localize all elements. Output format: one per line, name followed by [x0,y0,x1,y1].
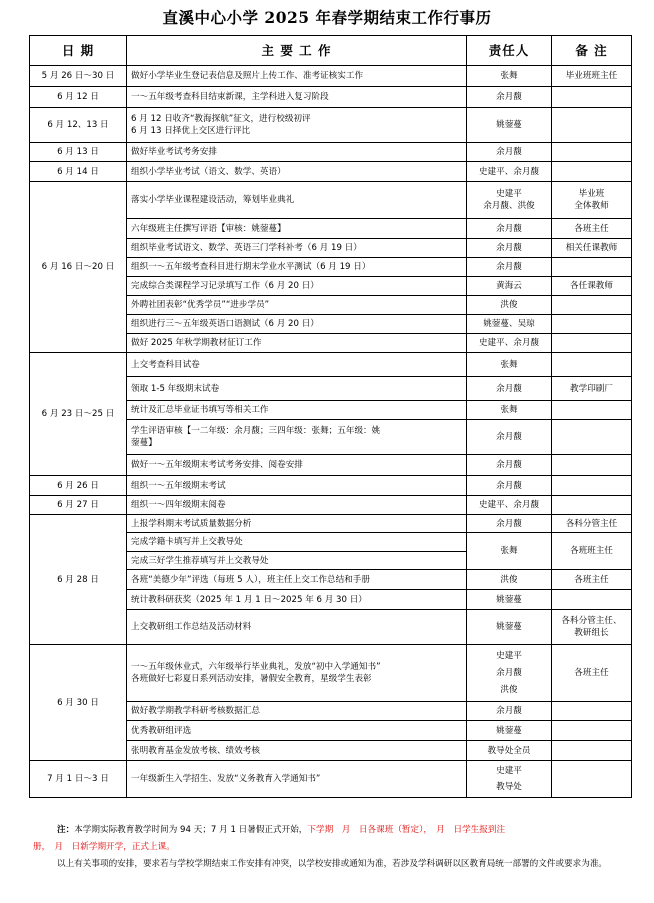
person-line: 洪俊 [500,684,518,695]
work-line: 6 月 12 日收齐“教海探航”征文，进行校级初评 [131,114,311,124]
person-line: 史建平 [496,650,522,661]
note-line: 毕业班 [578,189,605,199]
person-cell: 余月馥 [467,87,552,108]
person-cell [467,645,552,702]
person-cell: 姚蓥蔓 [467,610,552,645]
schedule-table [29,35,632,798]
note-cell [552,334,632,353]
note-cell: 毕业班班主任 [552,66,632,87]
note-cell: 各班主任 [552,645,632,702]
date-cell: 6 月 12、13 日 [30,108,127,143]
work-cell: 完成学籍卡填写并上交教导处 [127,533,467,552]
table-row [30,66,632,87]
person-cell: 黄海云 [467,277,552,296]
note-cell [552,296,632,315]
person-cell: 张舞 [467,533,552,570]
footer-note [33,822,623,839]
work-line: 蓥蔓】 [131,438,157,448]
work-cell: 一～五年级考查科目结束新课，主学科进入复习阶段 [127,87,467,108]
person-cell: 余月馥 [467,515,552,533]
work-cell: 组织一～五年级考查科目进行期末学业水平测试（6 月 19 日） [127,258,467,277]
person-cell: 余月馥 [467,455,552,476]
person-cell: 张舞 [467,401,552,420]
note-line: 教研组长 [574,628,609,638]
person-cell: 张舞 [467,353,552,377]
person-cell: 史建平、余月馥 [467,162,552,182]
work-line: 学生评语审核【一二年级：余月馥；三四年级：张舞；五年级：姚 [131,426,381,436]
header-content: 主 要 工 作 [127,36,467,66]
work-cell: 一年级新生入学招生、发放“义务教育入学通知书” [127,761,467,798]
note-cell [552,315,632,334]
work-cell: 优秀教研组评选 [127,721,467,741]
person-cell: 余月馥 [467,239,552,258]
table-row [30,143,632,162]
note-red-text: 册， 月 日新学期开学，正式上课。 [33,842,175,852]
person-cell: 余月馥 [467,476,552,496]
note-red-text: 下学期 月 日各课班（暂定）， 月 日学生报到注 [307,825,506,835]
person-cell: 余月馥 [467,143,552,162]
person-cell: 余月馥 [467,219,552,239]
table-row [30,108,632,143]
table-row [30,87,632,108]
person-cell: 姚蓥蔓 [467,590,552,610]
table-row [30,515,632,533]
note-cell [552,353,632,377]
person-line: 余月馥、洪俊 [483,201,535,211]
work-cell: 组织进行三～五年级英语口语测试（6 月 20 日） [127,315,467,334]
work-cell: 做好一～五年级期末考试考务安排、阅卷安排 [127,455,467,476]
header-note: 备 注 [552,36,632,66]
table-row [30,162,632,182]
date-cell: 7 月 1 日～3 日 [30,761,127,798]
footer-notes [33,822,623,873]
note-cell: 各科分管主任 [552,515,632,533]
note-cell [552,590,632,610]
table-row [30,353,632,377]
work-cell: 外聘社团表彰“优秀学员”“进步学员” [127,296,467,315]
note-cell: 相关任课教师 [552,239,632,258]
note-cell: 各班主任 [552,570,632,590]
person-cell: 洪俊 [467,296,552,315]
work-cell [127,645,467,702]
work-cell: 做好毕业考试考务安排 [127,143,467,162]
header-date: 日 期 [30,36,127,66]
date-cell: 5 月 26 日～30 日 [30,66,127,87]
work-cell: 做好教学期教学科研考核数据汇总 [127,702,467,721]
note-cell [552,741,632,761]
person-cell: 张舞 [467,66,552,87]
person-cell: 姚蓥蔓 [467,721,552,741]
person-cell: 余月馥 [467,420,552,455]
work-cell: 落实小学毕业课程建设活动，筹划毕业典礼 [127,182,467,219]
note-cell [552,420,632,455]
note-cell [552,702,632,721]
table-row [30,476,632,496]
note-text: 本学期实际教育教学时间为 94 天；7 月 1 日暑假正式开始， [74,825,308,835]
work-cell: 上交教研组工作总结及活动材料 [127,610,467,645]
work-cell: 上报学科期末考试质量数据分析 [127,515,467,533]
date-cell: 6 月 13 日 [30,143,127,162]
work-cell [127,108,467,143]
work-cell: 领取 1-5 年级期末试卷 [127,377,467,401]
note-cell [552,476,632,496]
page-title: 直溪中心小学 2025 年春学期结束工作行事历 [162,8,492,27]
header-person: 责任人 [467,36,552,66]
work-cell: 六年级班主任撰写评语【审核：姚蓥蔓】 [127,219,467,239]
person-line: 教导处 [496,782,522,792]
work-cell: 组织一～五年级期末考试 [127,476,467,496]
work-cell: 各班“美德少年”评选（每班 5 人），班主任上交工作总结和手册 [127,570,467,590]
person-cell: 教导处全员 [467,741,552,761]
note-cell [552,401,632,420]
work-cell: 组织毕业考试语文、数学、英语三门学科补考（6 月 19 日） [127,239,467,258]
work-cell: 张明教育基金发放考核、绩效考核 [127,741,467,761]
person-cell: 余月馥 [467,258,552,277]
footer-note-continued [33,839,623,856]
note-cell [552,108,632,143]
header-row [30,36,632,66]
work-cell: 做好 2025 年秋学期教材征订工作 [127,334,467,353]
note-cell: 各班主任 [552,219,632,239]
work-line: 各班做好七彩夏日系列活动安排，暑假安全教育，星级学生表彰 [131,674,372,684]
date-cell: 6 月 16 日～20 日 [30,182,127,353]
note-line: 各科分管主任、 [561,616,622,626]
person-line: 史建平 [496,766,522,776]
note-cell [552,87,632,108]
work-cell: 做好小学毕业生登记表信息及照片上传工作、准考证核实工作 [127,66,467,87]
note-cell [552,496,632,515]
person-cell: 余月馥 [467,377,552,401]
note-cell [552,721,632,741]
date-cell: 6 月 23 日～25 日 [30,353,127,476]
table-row [30,645,632,702]
note-cell [552,761,632,798]
note-cell [552,162,632,182]
person-cell: 余月馥 [467,702,552,721]
person-cell: 史建平、余月馥 [467,334,552,353]
note-cell: 各班班主任 [552,533,632,570]
note-cell [552,610,632,645]
note-label: 注： [57,825,75,835]
footer-paragraph: 以上有关事项的安排，要求若与学校学期结束工作安排有冲突，以学校安排或通知为准，若涉及学科调研以区教育局统一部署的文件或要求为准。 [57,859,608,869]
date-cell: 6 月 14 日 [30,162,127,182]
note-line: 全体教师 [574,201,609,211]
person-cell [467,761,552,798]
note-cell [552,143,632,162]
note-cell [552,258,632,277]
table-row [30,182,632,219]
work-cell: 统计及汇总毕业证书填写等相关工作 [127,401,467,420]
person-line: 史建平 [496,189,522,199]
date-cell: 6 月 27 日 [30,496,127,515]
work-cell: 组织小学毕业考试（语文、数学、英语） [127,162,467,182]
table-row [30,496,632,515]
work-line: 6 月 13 日择优上交区进行评比 [131,126,251,136]
work-line: 一～五年级休业式，六年级举行毕业典礼，发放“初中入学通知书” [131,662,381,672]
note-cell [552,182,632,219]
note-cell: 教学印刷厂 [552,377,632,401]
note-cell: 各任课教师 [552,277,632,296]
person-cell: 史建平、余月馥 [467,496,552,515]
person-line: 余月馥 [496,667,522,678]
person-cell: 洪俊 [467,570,552,590]
work-cell [127,420,467,455]
table-row [30,761,632,798]
work-cell: 上交考查科目试卷 [127,353,467,377]
person-cell: 姚蓥蔓、吴琼 [467,315,552,334]
date-cell: 6 月 30 日 [30,645,127,761]
person-cell: 姚蓥蔓 [467,108,552,143]
date-cell: 6 月 26 日 [30,476,127,496]
person-cell [467,182,552,219]
date-cell: 6 月 12 日 [30,87,127,108]
date-cell: 6 月 28 日 [30,515,127,645]
work-cell: 组织一～四年级期末阅卷 [127,496,467,515]
work-cell: 完成三好学生推荐填写并上交教导处 [127,552,467,570]
work-cell: 完成综合类课程学习记录填写工作（6 月 20 日） [127,277,467,296]
note-cell [552,455,632,476]
work-cell: 统计教科研获奖（2025 年 1 月 1 日～2025 年 6 月 30 日） [127,590,467,610]
